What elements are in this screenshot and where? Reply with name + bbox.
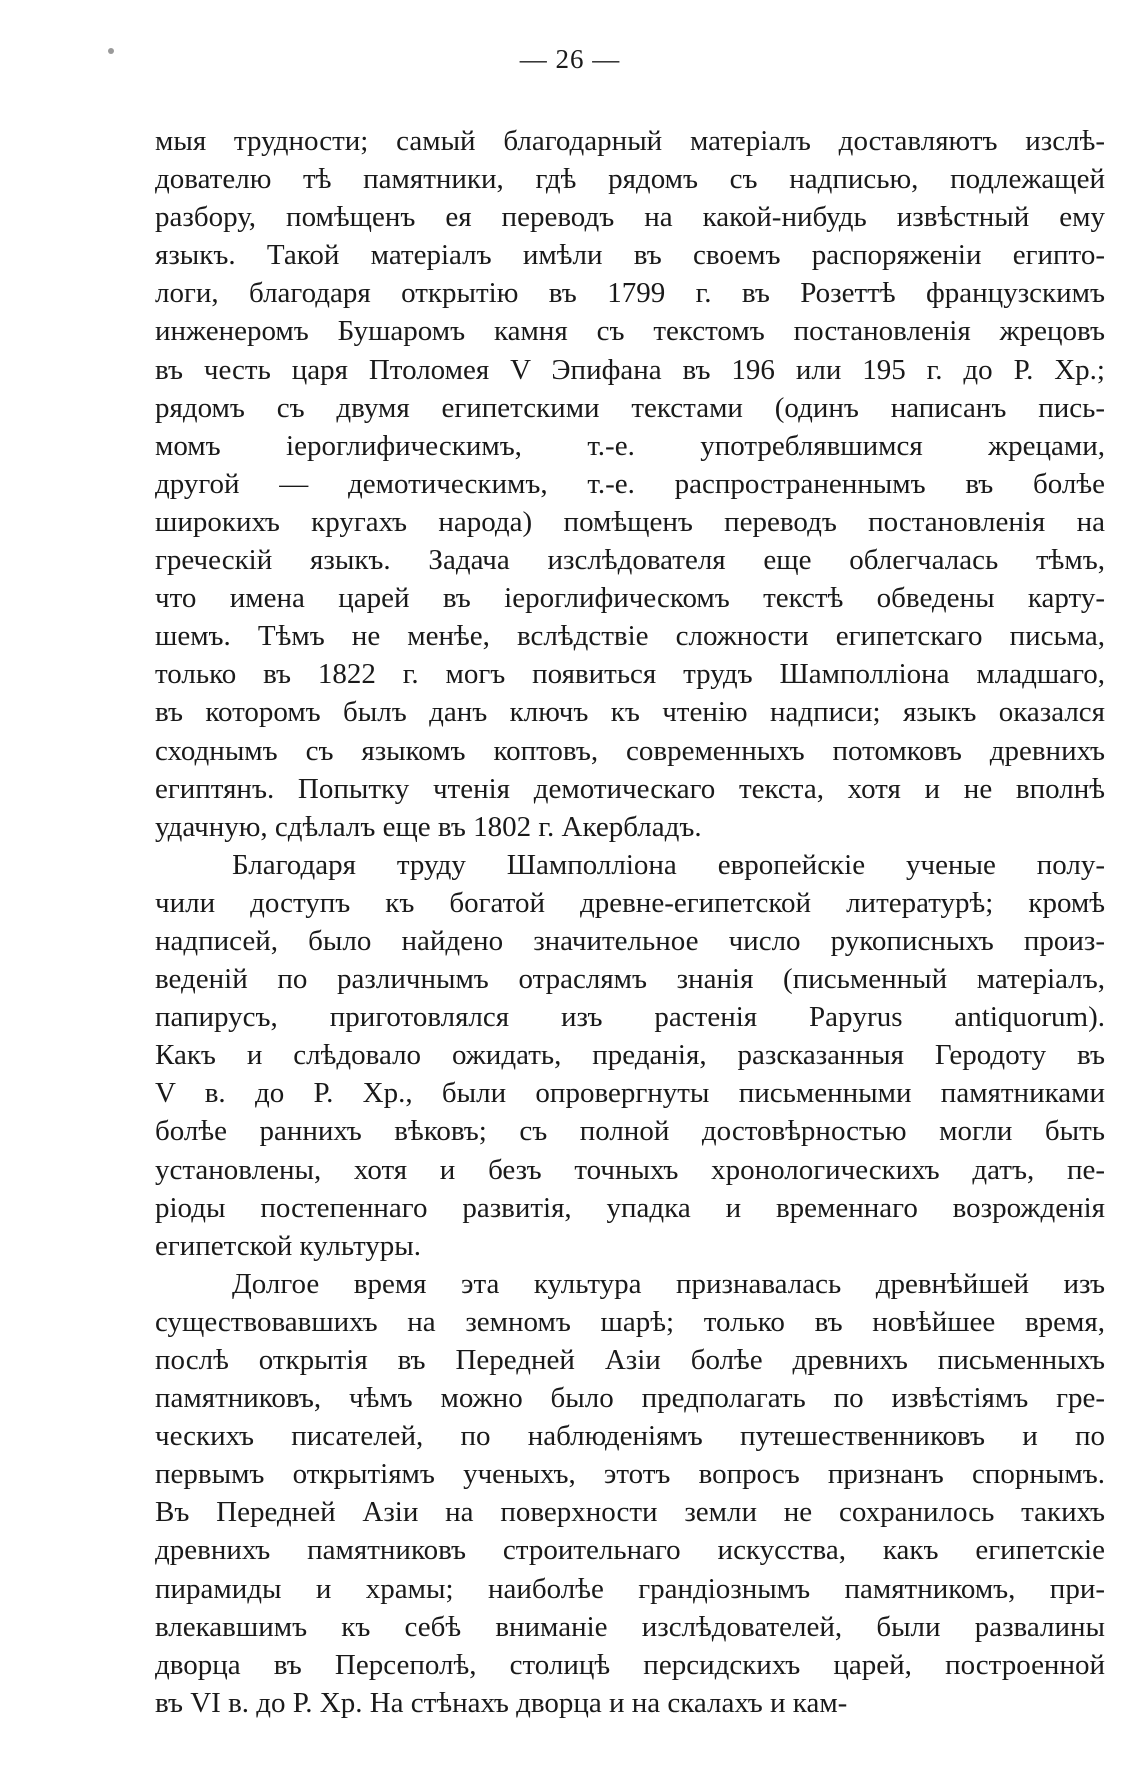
text-line: въ которомъ былъ данъ ключъ къ чтенію надписи; языкъ оказался — [155, 696, 1105, 729]
text-line: египетской культуры. — [155, 1229, 421, 1262]
text-line: веденій по различнымъ отраслямъ знанія (письменный матеріалъ, — [155, 963, 1105, 996]
text-line: памятниковъ, чѣмъ можно было предполагать по извѣстіямъ гре- — [155, 1382, 1105, 1415]
text-line: греческій языкъ. Задача изслѣдователя еще облегчалась тѣмъ, — [155, 544, 1105, 577]
text-line: разбору, помѣщенъ ея переводъ на какой-нибудь извѣстный ему — [155, 201, 1105, 234]
text-line: существовавшихъ на земномъ шарѣ; только въ новѣйшее время, — [155, 1305, 1105, 1338]
text-line: Долгое время эта культура признавалась древнѣйшей изъ — [232, 1267, 1105, 1300]
text-line: дворца въ Персеполѣ, столицѣ персидскихъ царей, построенной — [155, 1648, 1105, 1681]
text-line: инженеромъ Бушаромъ камня съ текстомъ постановленія жрецовъ — [155, 315, 1105, 348]
text-line: пирамиды и храмы; наиболѣе грандіознымъ памятникомъ, при- — [155, 1572, 1105, 1605]
text-line: рядомъ съ двумя египетскими текстами (одинъ написанъ пись- — [155, 391, 1105, 424]
paragraph-3 — [155, 1265, 1105, 1722]
text-line: другой — демотическимъ, т.-е. распространеннымъ въ болѣе — [155, 467, 1105, 500]
text-line: Какъ и слѣдовало ожидать, преданія, разсказанныя Геродоту въ — [155, 1039, 1105, 1072]
text-line: ческихъ писателей, по наблюденіямъ путешественниковъ и по — [155, 1420, 1105, 1453]
body-text — [155, 122, 1105, 1722]
text-line: папирусъ, приготовлялся изъ растенія Papyrus antiquorum). — [155, 1001, 1105, 1034]
paragraph-2 — [155, 846, 1105, 1265]
paragraph-1 — [155, 122, 1105, 846]
text-line: только въ 1822 г. могъ появиться трудъ Шамполліона младшаго, — [155, 658, 1105, 691]
text-line: влекавшимъ къ себѣ вниманіе изслѣдователей, были развалины — [155, 1610, 1105, 1643]
text-line: мыя трудности; самый благодарный матеріалъ доставляютъ изслѣ- — [155, 125, 1105, 157]
text-line: ріоды постепеннаго развитія, упадка и временнаго возрожденія — [155, 1191, 1105, 1224]
text-line: шемъ. Тѣмъ не менѣе, вслѣдствіе сложности египетскаго письма, — [155, 620, 1105, 653]
text-line: послѣ открытія въ Передней Азіи болѣе древнихъ письменныхъ — [155, 1344, 1105, 1376]
text-line: логи, благодаря открытію въ 1799 г. въ Розеттѣ французскимъ — [155, 277, 1105, 310]
text-line: удачную, сдѣлалъ еще въ 1802 г. Акербладъ. — [155, 810, 702, 843]
text-line: египтянъ. Попытку чтенія демотическаго текста, хотя и не вполнѣ — [155, 772, 1105, 805]
text-line: широкихъ кругахъ народа) помѣщенъ переводъ постановленія на — [155, 505, 1105, 538]
page-number: — 26 — — [519, 44, 621, 74]
text-line: установлены, хотя и безъ точныхъ хронологическихъ датъ, пе- — [155, 1153, 1105, 1186]
text-line: древнихъ памятниковъ строительнаго искусства, какъ египетскіе — [155, 1534, 1105, 1567]
text-line: Благодаря труду Шамполліона европейскіе ученые полу- — [232, 848, 1105, 881]
text-line: момъ іероглифическимъ, т.-е. употреблявшимся жрецами, — [155, 429, 1105, 462]
text-line: сходнымъ съ языкомъ коптовъ, современныхъ потомковъ древнихъ — [155, 734, 1105, 767]
text-line: въ VI в. до Р. Хр. На стѣнахъ дворца и на скалахъ и кам- — [155, 1686, 848, 1719]
text-line: первымъ открытіямъ ученыхъ, этотъ вопросъ признанъ спорнымъ. — [155, 1458, 1105, 1491]
text-line: дователю тѣ памятники, гдѣ рядомъ съ надписью, подлежащей — [155, 163, 1105, 196]
text-line: Въ Передней Азіи на поверхности земли не сохранилось такихъ — [155, 1496, 1105, 1529]
text-line: чили доступъ къ богатой древне-египетской литературѣ; кромѣ — [155, 886, 1105, 919]
text-line: надписей, было найдено значительное число рукописныхъ произ- — [155, 924, 1105, 957]
text-line: V в. до Р. Хр., были опровергнуты письменными памятниками — [155, 1077, 1105, 1110]
text-line: что имена царей въ іероглифическомъ текстѣ обведены карту- — [155, 582, 1105, 615]
text-line: языкъ. Такой матеріалъ имѣли въ своемъ распоряженіи египто- — [155, 239, 1105, 272]
text-line: болѣе раннихъ вѣковъ; съ полной достовѣрностью могли быть — [155, 1115, 1105, 1148]
text-line: въ честь царя Птоломея V Эпифана въ 196 или 195 г. до Р. Хр.; — [155, 353, 1105, 386]
